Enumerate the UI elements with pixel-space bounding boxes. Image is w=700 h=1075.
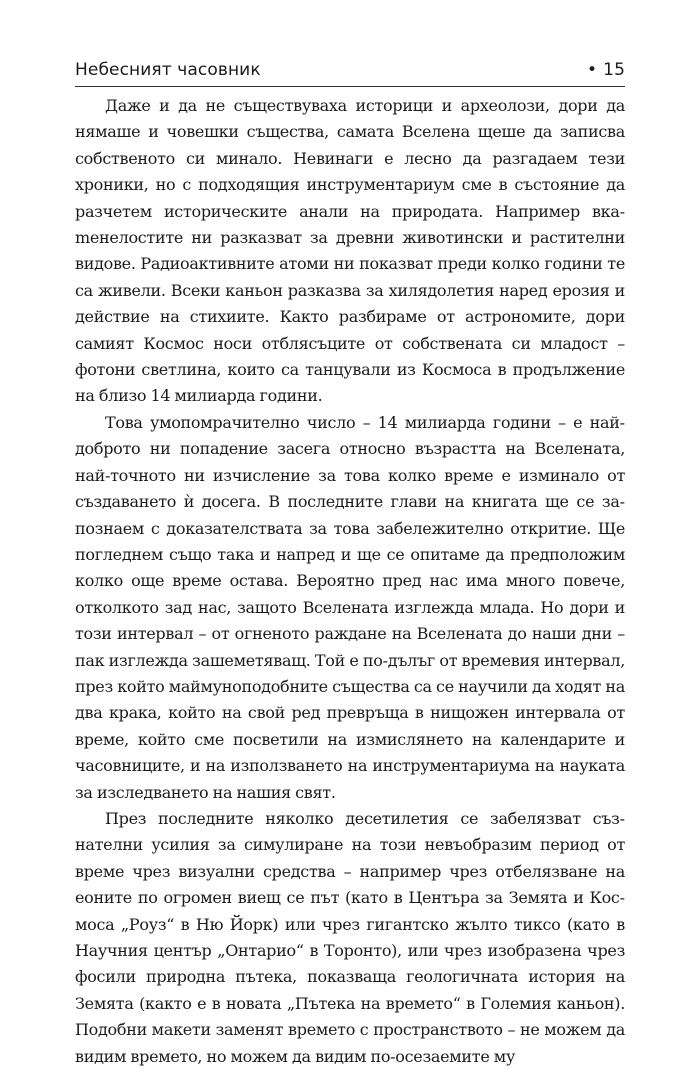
bullet-icon: • [587, 60, 598, 80]
page-number-group [587, 60, 625, 80]
book-title: Небесният часовник [75, 60, 261, 80]
page-number: 15 [603, 60, 625, 80]
paragraph-1: Даже и да не съществуваха историци и археолози, дори да нямаше и човешки същества, самата Вселена щеше да записва собственото си минало. Невинаги е лесно да разгадаем тези хроники, но с подходящия инструментариум сме в състояние да разчетем историческите анали на природата. Например вкаmенелостите ни разказват за древни животински и растителни видове. Радиоактивните атоми ни показват преди колко години те са живели. Всеки каньон разказва за хилядолетия наред ерозия и действие на стихиите. Както разбираме от астрономите, дори самият Космос носи отблясъците от собствената си младост – фотони светлина, които са танцували из Космоса в продължение на близо 14 милиарда години. [75, 96, 625, 406]
paragraph-2: Това умопомрачително число – 14 милиарда години – е найдоброто ни попадение засега относно възрастта на Вселената, най-точното ни изчисление за това колко време е изминало от създаването ѝ досега. В последните глави на книгата ще се запознаем с доказателствата за това забележително откритие. Ще погледнем също така и напред и ще се опитаме да предположим колко още време остава. Вероятно пред нас има много повече, отколкото зад нас, защото Вселената изглежда млада. Но дори и този интервал – от огненото раждане на Вселената до наши дни – пак изглежда зашеметяващ. Той е по-дълъг от времевия интервал, през който маймуноподобните същества са се научили да ходят на два крака, който на свой ред превръща в нищожен интервала от време, който сме посветили на измислянето на календарите и часовниците, и на използването на инструментариума на науката за изследването на нашия свят. [75, 412, 625, 802]
paragraph-3: През последните няколко десетилетия се забелязват съзнателни усилия за симулиране на този невъобразим период от време чрез визуални средства – например чрез отбелязване на еоните по огромен виещ се път (като в Центъра за Земята и Космоса „Роуз“ в Ню Йорк) или чрез гигантско жълто тиксо (като в Научния център „Онтарио“ в Торонто), или чрез изобразена чрез фосили природна пътека, показваща геологичната история на Земята (както е в новата „Пътека на времето“ в Големия каньон). Подобни макети заменят времето с пространството – не можем да видим времето, но можем да видим по-осезаемите му [75, 808, 625, 1066]
header-rule [75, 86, 625, 87]
running-header [75, 54, 625, 80]
body-text [75, 93, 625, 1070]
